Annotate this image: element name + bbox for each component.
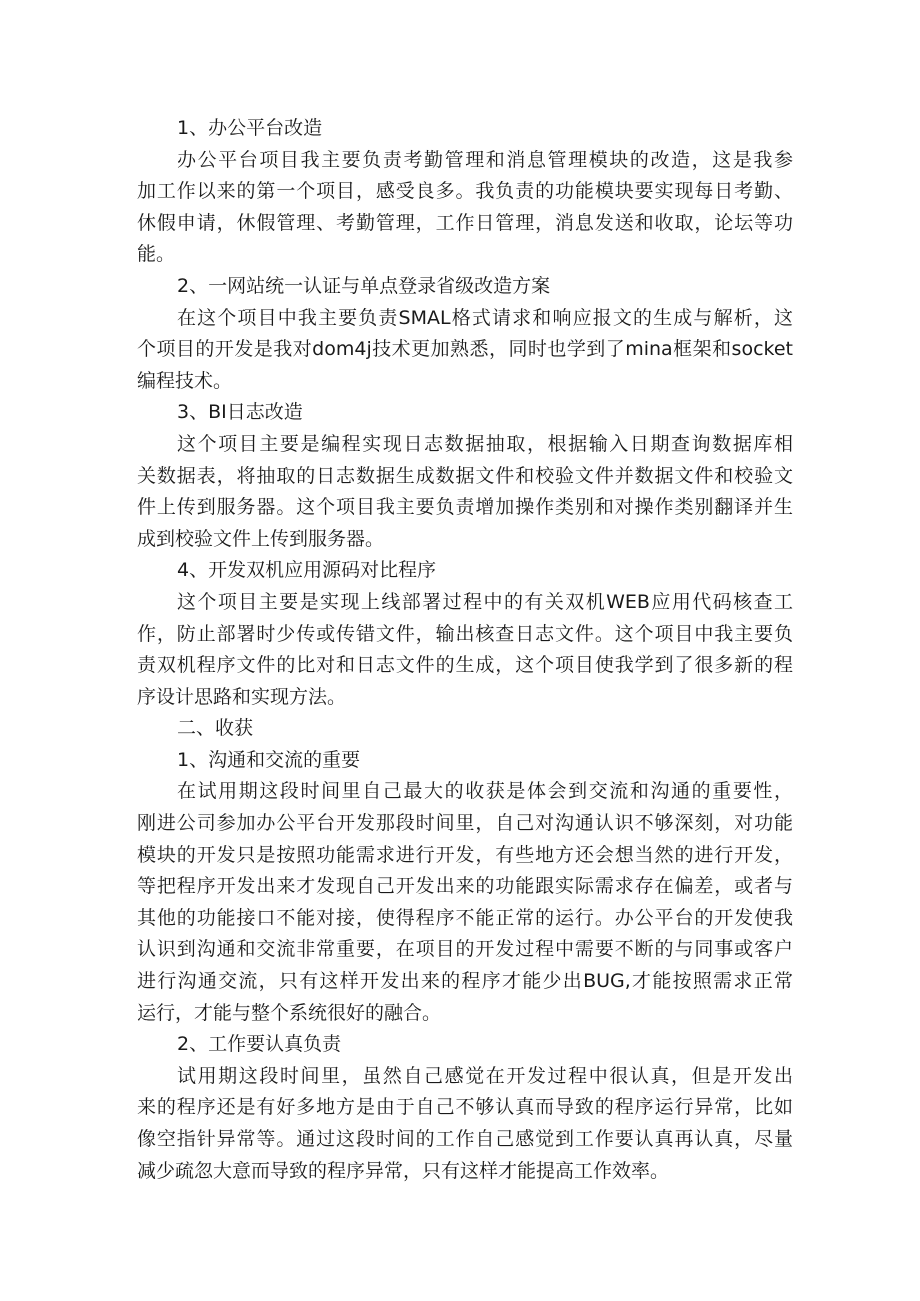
paragraph-line: 件上传到服务器。这个项目我主要负责增加操作类别和对操作类别翻译并生: [137, 496, 793, 519]
paragraph-line: 能。: [137, 243, 176, 266]
paragraph-line: 运行，才能与整个系统很好的融合。: [137, 1001, 442, 1024]
paragraph-line: 编程技术。: [137, 369, 233, 392]
paragraph-line: 个项目的开发是我对dom4j技术更加熟悉，同时也学到了mina框架和socket: [137, 338, 793, 361]
paragraph-line: 成到校验文件上传到服务器。: [137, 527, 385, 550]
paragraph-line: 责双机程序文件的比对和日志文件的生成，这个项目使我学到了很多新的程: [137, 654, 793, 677]
paragraph-line: 序设计思路和实现方法。: [137, 685, 347, 708]
paragraph-line: 关数据表，将抽取的日志数据生成数据文件和校验文件并数据文件和校验文: [137, 464, 793, 487]
paragraph-line: 模块的开发只是按照功能需求进行开发，有些地方还会想当然的进行开发，: [137, 843, 793, 866]
paragraph-line: 这个项目主要是实现上线部署过程中的有关双机WEB应用代码核查工: [177, 590, 793, 613]
paragraph-line: 等把程序开发出来才发现自己开发出来的功能跟实际需求存在偏差，或者与: [137, 875, 793, 898]
section-heading: 1、办公平台改造: [177, 117, 323, 139]
paragraph-line: 加工作以来的第一个项目，感受良多。我负责的功能模块要实现每日考勤、: [137, 180, 793, 203]
paragraph-line: 认识到沟通和交流非常重要，在项目的开发过程中需要不断的与同事或客户: [137, 938, 793, 961]
paragraph-line: 试用期这段时间里，虽然自己感觉在开发过程中很认真，但是开发出: [177, 1064, 793, 1087]
paragraph-line: 来的程序还是有好多地方是由于自己不够认真而导致的程序运行异常，比如: [137, 1096, 793, 1119]
section-heading: 2、一网站统一认证与单点登录省级改造方案: [177, 274, 551, 297]
paragraph-line: 刚进公司参加办公平台开发那段时间里，自己对沟通认识不够深刻，对功能: [137, 812, 793, 835]
chapter-heading: 二、收获: [177, 717, 254, 740]
paragraph-line: 其他的功能接口不能对接，使得程序不能正常的运行。办公平台的开发使我: [137, 906, 793, 929]
document-body: [137, 113, 793, 1187]
paragraph-line: 这个项目主要是编程实现日志数据抽取，根据输入日期查询数据库相: [177, 432, 793, 455]
paragraph-line: 在试用期这段时间里自己最大的收获是体会到交流和沟通的重要性，: [177, 780, 793, 803]
paragraph-line: 像空指针异常等。通过这段时间的工作自己感觉到工作要认真再认真，尽量: [137, 1128, 793, 1150]
section-heading: 3、BI日志改造: [177, 401, 303, 424]
paragraph-line: 办公平台项目我主要负责考勤管理和消息管理模块的改造，这是我参: [177, 148, 793, 171]
paragraph-line: 减少疏忽大意而导致的程序异常，只有这样才能提高工作效率。: [137, 1159, 670, 1182]
paragraph-line: 休假申请，休假管理、考勤管理，工作日管理，消息发送和收取，论坛等功: [137, 211, 793, 234]
section-heading: 1、沟通和交流的重要: [177, 748, 361, 771]
section-heading: 4、开发双机应用源码对比程序: [177, 559, 437, 582]
paragraph-line: 进行沟通交流，只有这样开发出来的程序才能少出BUG,才能按照需求正常: [137, 970, 793, 993]
paragraph-line: 作，防止部署时少传或传错文件，输出核查日志文件。这个项目中我主要负: [137, 622, 793, 645]
section-heading: 2、工作要认真负责: [177, 1033, 342, 1056]
paragraph-line: 在这个项目中我主要负责SMAL格式请求和响应报文的生成与解析，这: [177, 306, 793, 329]
